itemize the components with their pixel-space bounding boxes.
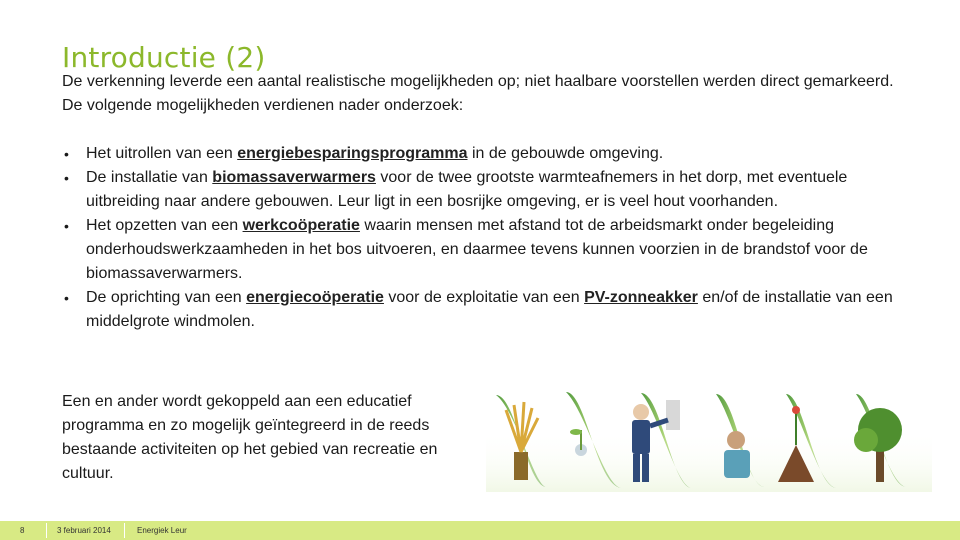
bullet-item: • De installatie van biomassaverwarmers voor de twee grootste warmteafnemers in het dorp, met eventuele uitbreiding naar andere gebouwen. Leur ligt in een bosrijke omgeving, er is veel hout voorhanden. [62,166,902,214]
keyword: energiebesparingsprogramma [237,145,468,162]
slide-title: Introductie (2) [62,40,266,74]
bullet-icon: • [64,218,69,234]
bullet-item: • Het uitrollen van een energiebesparingsprogramma in de gebouwde omgeving. [62,142,902,166]
bullet-icon: • [64,170,69,186]
green-ribbon-illustration [486,390,932,492]
footer-date: 3 februari 2014 [57,526,111,535]
keyword: biomassaverwarmers [212,169,376,186]
keyword: PV-zonneakker [584,289,698,306]
closing-paragraph: Een en ander wordt gekoppeld aan een educatief programma en zo mogelijk geïntegreerd in de reeds bestaande activiteiten op het gebied van recreatie en cultuur. [62,393,438,482]
page-number: 8 [20,526,25,535]
bullet-icon: • [64,146,69,162]
bullet-icon: • [64,290,69,306]
bullet-list [62,142,902,334]
keyword: energiecoöperatie [246,289,384,306]
footer-divider [46,523,47,538]
bullet-item: • De oprichting van een energiecoöperatie voor de exploitatie van een PV-zonneakker en/of de installatie van een middelgrote windmolen. [62,286,902,334]
footer-label: Energiek Leur [137,526,187,535]
intro-paragraph: De verkenning leverde een aantal realistische mogelijkheden op; niet haalbare voorstellen werden direct gemarkeerd. De volgende mogelijkheden verdienen nader onderzoek: [62,73,894,114]
bullet-item: • Het opzetten van een werkcoöperatie waarin mensen met afstand tot de arbeidsmarkt onder begeleiding onderhoudswerkzaamheden in het bos uitvoeren, en daarmee tevens kunnen voorzien in de brandstof voor de biomassaverwarmers. [62,214,902,286]
footer-bar [0,521,960,540]
keyword: werkcoöperatie [242,217,360,234]
footer-divider [124,523,125,538]
